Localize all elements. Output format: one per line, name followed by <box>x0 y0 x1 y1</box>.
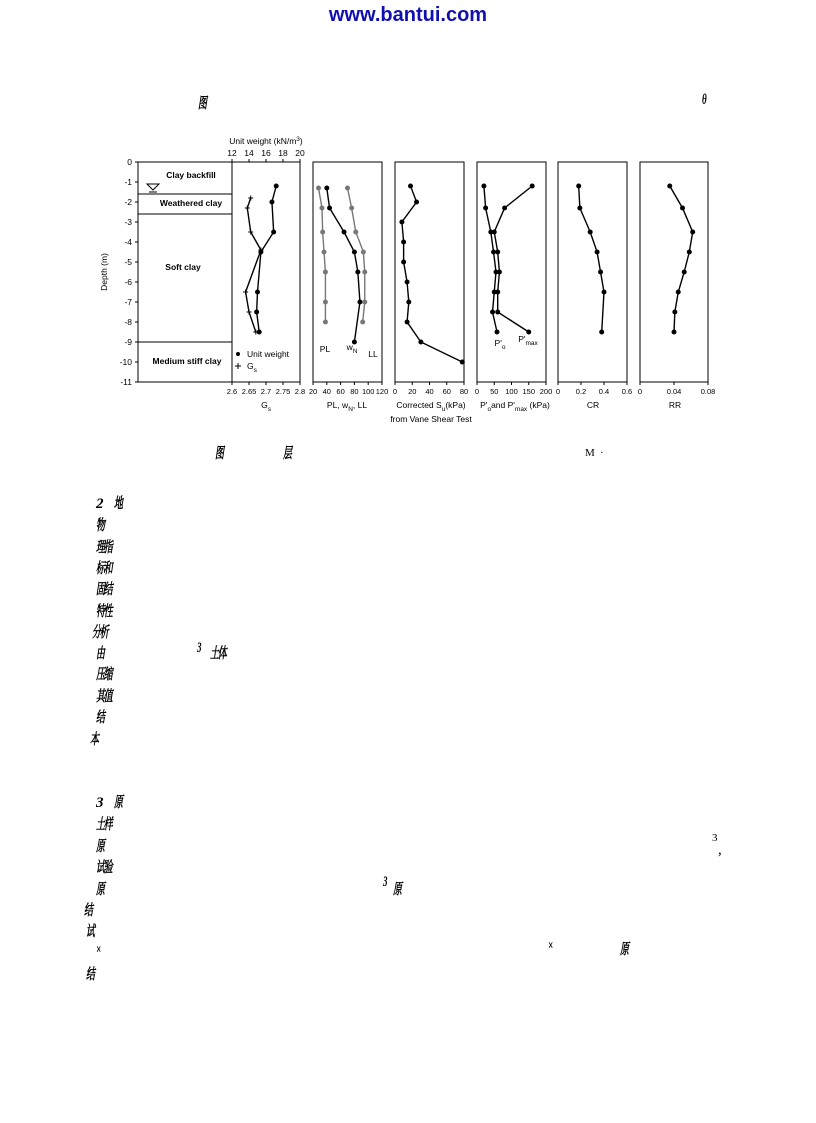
caption-mark-b: 层 <box>283 446 291 462</box>
layer-label: Medium stiff clay <box>152 356 222 366</box>
data-point <box>356 270 360 274</box>
data-point <box>578 206 582 210</box>
data-point <box>323 320 327 324</box>
rr-tick-label: 0.08 <box>700 387 716 396</box>
depth-tick-label: -5 <box>124 257 132 267</box>
legend-unit-weight: Unit weight <box>247 349 290 359</box>
text-line: 标和 <box>96 561 112 577</box>
text-line: 理指 <box>96 540 112 556</box>
data-point <box>272 230 276 234</box>
su-tick-label: 0 <box>392 387 398 396</box>
layer-label: Soft clay <box>165 262 201 272</box>
depth-axis-label: Depth (m) <box>99 253 109 291</box>
text-line: 结 <box>86 967 94 983</box>
uw-tick-label: 20 <box>295 148 305 158</box>
layer-label: Weathered clay <box>159 198 223 208</box>
depth-tick-label: -8 <box>124 317 132 327</box>
data-point <box>256 290 260 294</box>
data-point <box>496 250 500 254</box>
data-point <box>317 186 321 190</box>
top-right-mark: θ <box>702 92 706 108</box>
pl-tick-label: 100 <box>361 387 375 396</box>
data-point <box>527 330 531 334</box>
data-point <box>419 340 423 344</box>
uw-axis-label: Unit weight $(kN/m^3)$ <box>229 136 303 146</box>
data-point <box>247 310 252 315</box>
data-point <box>577 184 581 188</box>
water-table-icon <box>147 184 159 190</box>
text-line: 3 <box>383 874 387 890</box>
section-number: 3 <box>96 795 104 811</box>
data-point <box>602 290 606 294</box>
text-line: 特性 <box>96 604 112 620</box>
section-3-heading <box>96 791 127 812</box>
data-point <box>672 330 676 334</box>
uw-tick-label: 16 <box>261 148 271 158</box>
data-point <box>361 320 365 324</box>
series-line-pmax <box>494 186 532 332</box>
data-point <box>323 300 327 304</box>
pl-label: PL <box>319 344 331 354</box>
legend-cross-icon <box>235 363 241 369</box>
data-point <box>530 184 534 188</box>
data-point <box>270 200 274 204</box>
cr-tick-label: 0.6 <box>621 387 633 396</box>
data-point <box>322 250 326 254</box>
depth-tick-label: -2 <box>124 197 132 207</box>
data-point <box>400 220 404 224</box>
p-axis-label: $P'_oand$ $P'_{max}$ (kPa) <box>480 400 550 413</box>
text-line: × <box>96 942 100 958</box>
soil-profile-figure <box>95 132 725 432</box>
data-point <box>352 250 356 254</box>
data-point <box>358 300 362 304</box>
data-point <box>405 320 409 324</box>
depth-tick-label: -10 <box>119 357 132 367</box>
panel-frame-p <box>477 162 546 382</box>
data-point <box>588 230 592 234</box>
section-title: 地 <box>113 496 122 512</box>
su-tick-label: 20 <box>408 387 417 396</box>
data-point <box>363 300 367 304</box>
caption-mark-d: · <box>600 447 604 459</box>
data-point <box>497 270 501 274</box>
comma-mark: , <box>718 842 722 858</box>
section-title: 原 <box>113 795 122 811</box>
cr-axis-label: CR <box>586 400 600 410</box>
pl-tick-label: 40 <box>322 387 331 396</box>
data-point <box>673 310 677 314</box>
p-tick-label: 200 <box>539 387 553 396</box>
depth-tick-label: -11 <box>120 377 132 387</box>
legend-dot-icon <box>236 352 240 356</box>
uw-tick-label: 12 <box>227 148 237 158</box>
gs-tick-label: 2.6 <box>226 387 238 396</box>
po-label: $P'_o$ <box>494 338 506 351</box>
data-point <box>361 250 365 254</box>
pl-tick-label: 60 <box>336 387 345 396</box>
text-line: 土体 <box>210 646 226 662</box>
p-tick-label: 0 <box>474 387 480 396</box>
text-line: 原 <box>96 882 104 898</box>
pmax-label: $P'_{max}$ <box>518 334 538 347</box>
data-point <box>350 206 354 210</box>
data-point <box>496 290 500 294</box>
text-line: 分析 <box>92 625 108 641</box>
uw-tick-label: 18 <box>278 148 288 158</box>
rr-axis-label: RR <box>668 400 682 410</box>
depth-tick-label: -6 <box>124 277 132 287</box>
depth-tick-label: -9 <box>124 337 132 347</box>
data-point <box>492 230 496 234</box>
text-line: 本 <box>90 732 98 748</box>
depth-tick-label: -3 <box>124 217 132 227</box>
ll-label: LL <box>368 349 378 359</box>
text-line: 土样 <box>96 817 112 833</box>
depth-tick-label: 0 <box>127 157 132 167</box>
cr-tick-label: 0.2 <box>575 387 587 396</box>
text-line: 由 <box>96 646 104 662</box>
data-point <box>681 206 685 210</box>
cr-tick-label: 0.4 <box>598 387 610 396</box>
data-point <box>407 300 411 304</box>
panel-frame-rr <box>640 162 708 382</box>
pl-tick-label: 120 <box>375 387 389 396</box>
series-line-unitweight <box>257 186 277 332</box>
data-point <box>595 250 599 254</box>
gs-tick-label: 2.65 <box>241 387 257 396</box>
gs-tick-label: 2.75 <box>275 387 291 396</box>
data-point <box>328 206 332 210</box>
data-point <box>599 270 603 274</box>
panel-frame-layer <box>138 162 232 382</box>
data-point <box>484 206 488 210</box>
rr-tick-label: 0 <box>637 387 643 396</box>
data-point <box>321 230 325 234</box>
cr-tick-label: 0 <box>555 387 561 396</box>
data-point <box>491 310 495 314</box>
p-tick-label: 50 <box>490 387 499 396</box>
data-point <box>342 230 346 234</box>
data-point <box>682 270 686 274</box>
data-point <box>482 184 486 188</box>
data-point <box>415 200 419 204</box>
data-point <box>363 270 367 274</box>
gs-tick-label: 2.8 <box>294 387 306 396</box>
data-point <box>402 260 406 264</box>
gs-axis-label: $G_s$ <box>261 400 271 413</box>
text-line: × <box>548 938 552 954</box>
text-line: 其值 <box>96 689 112 705</box>
depth-tick-label: -7 <box>124 297 132 307</box>
pl-tick-label: 80 <box>350 387 359 396</box>
series-line-wn <box>327 188 360 342</box>
text-line: 固结 <box>96 582 112 598</box>
data-point <box>274 184 278 188</box>
rr-tick-label: 0.04 <box>666 387 682 396</box>
series-line-correctedsu <box>402 186 462 362</box>
section-number: 2 <box>96 496 104 512</box>
data-point <box>352 340 356 344</box>
text-line: 结 <box>84 903 92 919</box>
data-point <box>320 206 324 210</box>
panel-frame-cr <box>558 162 627 382</box>
data-point <box>248 196 253 201</box>
data-point <box>245 206 250 211</box>
pl-tick-label: 20 <box>308 387 318 396</box>
text-line: 压缩 <box>96 667 112 683</box>
text-line: 试验 <box>96 860 112 876</box>
data-point <box>691 230 695 234</box>
top-left-mark: 图 <box>198 96 206 112</box>
depth-tick-label: -1 <box>124 177 132 187</box>
layer-label: Clay backfill <box>166 170 216 180</box>
gs-tick-label: 2.7 <box>260 387 272 396</box>
data-point <box>496 310 500 314</box>
data-point <box>243 290 248 295</box>
wn-label: $w_N$ <box>346 342 358 355</box>
data-point <box>346 186 350 190</box>
caption-mark-c: M <box>585 447 595 459</box>
vane-test-label: from Vane Shear Test <box>390 414 472 424</box>
data-point <box>503 206 507 210</box>
data-point <box>405 280 409 284</box>
superscript-3: 3 <box>712 832 718 844</box>
data-point <box>354 230 358 234</box>
data-point <box>668 184 672 188</box>
legend-gs: $G_s$ <box>247 361 257 374</box>
site-watermark[interactable]: www.bantui.com <box>328 4 488 26</box>
text-line: 原 <box>393 882 401 898</box>
data-point <box>687 250 691 254</box>
uw-tick-label: 14 <box>244 148 254 158</box>
data-point <box>325 186 329 190</box>
data-point <box>600 330 604 334</box>
su-axis-label: Corrected $S_u(kPa)$ <box>396 400 466 413</box>
caption-mark-a: 图 <box>215 446 223 462</box>
data-point <box>255 310 259 314</box>
p-tick-label: 150 <box>522 387 536 396</box>
section-2-heading <box>96 492 127 513</box>
text-line: 试 <box>86 924 94 940</box>
data-point <box>495 330 499 334</box>
text-line: 原 <box>620 942 628 958</box>
text-line: 3 <box>197 640 201 656</box>
su-tick-label: 60 <box>442 387 451 396</box>
text-line: 结 <box>96 710 104 726</box>
su-tick-label: 80 <box>459 387 469 396</box>
data-point <box>676 290 680 294</box>
data-point <box>323 270 327 274</box>
p-tick-label: 100 <box>505 387 518 396</box>
data-point <box>402 240 406 244</box>
data-point <box>460 360 464 364</box>
series-line-cr <box>579 186 604 332</box>
text-line: 物 <box>96 518 104 534</box>
data-point <box>409 184 413 188</box>
data-point <box>492 250 496 254</box>
pl-axis-label: PL, $w_N$, LL <box>326 400 368 413</box>
su-tick-label: 40 <box>425 387 434 396</box>
depth-tick-label: -4 <box>124 237 132 247</box>
text-line: 原 <box>96 839 104 855</box>
